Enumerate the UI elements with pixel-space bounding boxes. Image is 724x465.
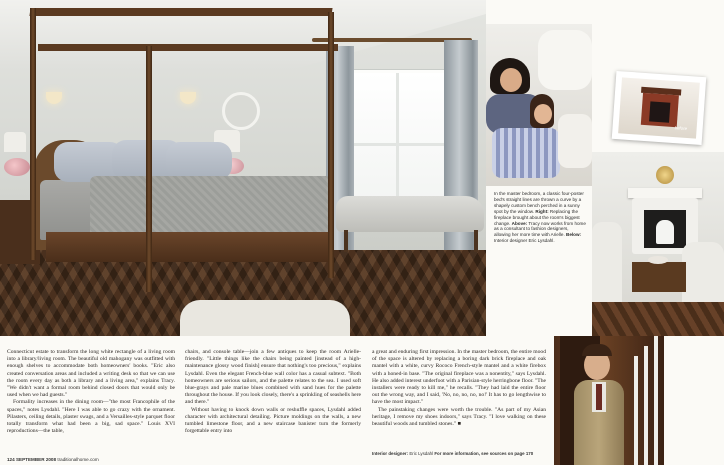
article-column-2: [185, 349, 361, 435]
tie: [596, 384, 602, 410]
girl-dress: [492, 128, 560, 178]
banister-spindle: [634, 356, 638, 465]
end-mark: ■: [457, 421, 461, 428]
article-column-1: [7, 349, 175, 435]
paragraph: chairs, and console table—join a few antiques to keep the room Arielle-friendly. "Little things like the chairs being painted [instead of a high-maintenance glossy wood finish] ensure that nothing's too precious," explains Lysdahl. Even the elegant French-blue wall color has a casual subtext. "Both homeowners are serious sailors, and the palette relates to the sea. I used soft blue-grays and pale marine blues combined with sand hues for the palette throughout the house. If you look closely, there's a sprinkling of seashells here and there.": [185, 349, 361, 406]
paragraph: a great and enduring first impression. In the master bedroom, the entire mood of the space is altered by replacing a boring dark brick fireplace and oak mantel with a white, curvy Rococo French-style mantel and a white firebox with a honed-in base. "The original fireplace was a nonentity," says Lysdahl. He also added interest underfoot with a Parisian-style herringbone floor. "The installers were ready to kill me," he recalls. "They had laid the entire floor out the wrong way, and I said, 'No, no, no, no, no!' It has to go lengthwise to have the most impact.": [372, 349, 546, 406]
sources-note: For more information, see sources on page 170: [434, 451, 534, 456]
caption-below-text: Interior designer Eric Lysdahl.: [494, 238, 555, 244]
article-column-3: [372, 349, 546, 428]
before-label: before: [674, 125, 688, 132]
bed-canopy-rail: [38, 44, 338, 51]
woman-face: [500, 68, 522, 92]
caption-right-label: Right:: [535, 208, 549, 214]
designer-label: Interior designer:: [372, 451, 409, 456]
white-bust: [656, 220, 674, 244]
foreground-chair: [180, 300, 350, 336]
tea-tray: [648, 256, 668, 264]
page-footer: [7, 457, 99, 462]
eric-lysdahl-portrait: [554, 336, 664, 465]
banister-spindle: [654, 336, 658, 465]
white-pillow: [558, 114, 592, 168]
bed-canopy-frame: [29, 8, 332, 16]
bed-footboard: [46, 232, 334, 262]
before-photo-frame: [612, 71, 707, 145]
armchair-left: [592, 222, 622, 302]
caption-right-text: Replacing the fireplace brought about the room's biggest change.: [494, 208, 580, 226]
caption-above-text: Tracy now works from home as a consultant to fashion designers, allowing her more time with Arielle.: [494, 220, 586, 238]
banister-spindle: [644, 346, 648, 465]
bed-post: [146, 46, 152, 292]
page-number: 124: [7, 457, 15, 462]
paragraph: The painstaking changes were worth the trouble. "As part of my Asian heritage, I remove my shoes indoors," says Tracy. "I love walking on these beautiful woods and tumbled stones." ■: [372, 406, 546, 428]
caption-below-label: Below:: [566, 232, 582, 238]
girl-face: [534, 104, 552, 124]
fireplace-photo: [592, 152, 724, 336]
photo-caption: [494, 191, 586, 244]
sunburst-mirror: [656, 166, 674, 184]
wood-table: [632, 262, 686, 292]
before-photo: [618, 77, 700, 138]
plaster-medallion: [222, 92, 260, 130]
paragraph: Formality increases in the dining room—"the most Francophile of the spaces," notes Lysdahl. "Here I was able to go crazy with the ornament. Pilasters, ceiling details, plaster swags, and a Versailles-style parquet floor totally transform what had been a big, sad space." Louis XVI reproductions—the table,: [7, 399, 175, 435]
pillow: [166, 142, 232, 180]
paragraph: Without having to knock down walls or reshuffle spaces, Lysdahl added character with architectural detailing. Picture moldings on the walls, a new tumbled limestone floor, and a new staircase banister turn the formerly forgettable entry into: [185, 406, 361, 435]
website: traditionalhome.com: [57, 457, 99, 462]
man-hair: [582, 344, 612, 356]
flower-arrangement: [4, 158, 30, 176]
master-bedroom-photo: [0, 0, 486, 336]
fireplace-floor: [592, 302, 724, 336]
mantel-shelf: [628, 188, 702, 198]
custom-bench: [336, 196, 484, 232]
bed-post: [30, 8, 36, 260]
caption-above-label: Above:: [511, 220, 528, 226]
issue-date: SEPTEMBER 2008: [15, 457, 57, 462]
tracy-and-arielle-photo: [486, 24, 592, 186]
gray-quilt: [90, 176, 332, 238]
credit-line: [372, 451, 552, 456]
designer-name: Eric Lysdahl: [409, 451, 434, 456]
table-lamp: [4, 132, 26, 152]
caption-main: In the master bedroom, a classic four-poster bed's straight lines are thrown a curve by a shapely custom bench perched in a sunny spot by the window.: [494, 191, 584, 214]
paragraph: Connecticut estate to transform the long white rectangle of a living room into a library/living room. The beautiful old mahogany was outfitted with enough shelves to accommodate both homeowners' books. "Eric also created conversation areas and included a writing desk so that we can use the room every day as both a library and a living area," explains Tracy. "We didn't want a formal room behind closed doors that would only be used when we had guests.": [7, 349, 175, 399]
bed-post: [328, 12, 334, 278]
